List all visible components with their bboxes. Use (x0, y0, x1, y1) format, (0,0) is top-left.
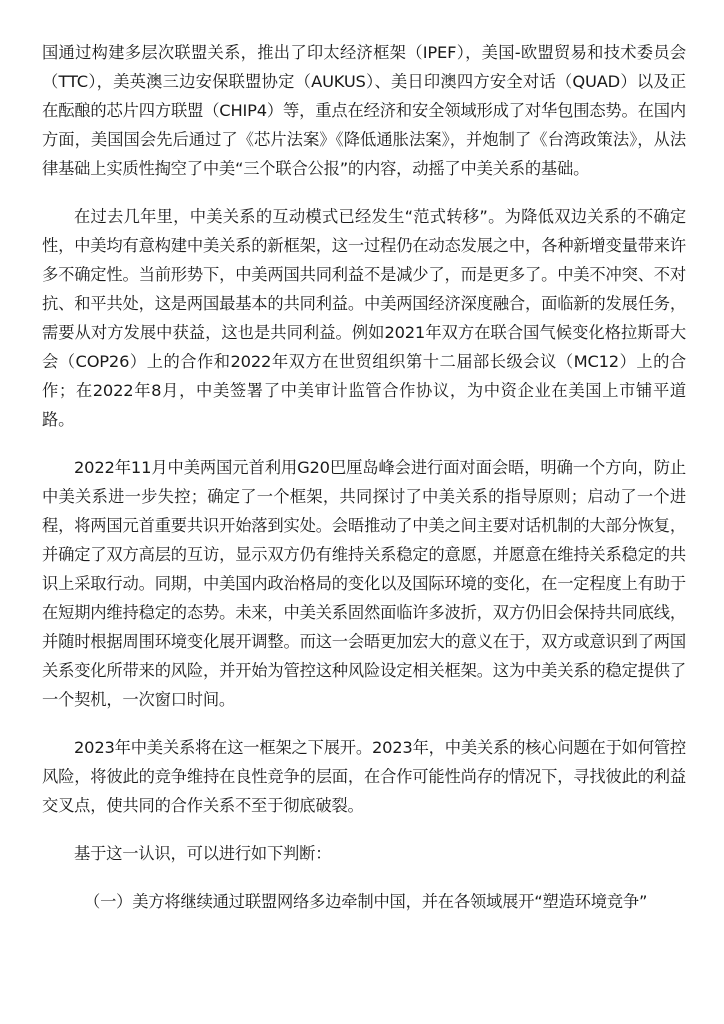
paragraph-5: 基于这一认识，可以进行如下判断： (74, 844, 332, 863)
document-page (42, 38, 686, 916)
paragraph-2: 在过去几年里，中美关系的互动模式已经发生“范式转移”。为降低双边关系的不确定性，中美均有意构建中美关系的新框架，这一过程仍在动态发展之中，各种新增变量带来许多不确定性。当前形势下，中美两国共同利益不是减少了，而是更多了。中美不冲突、不对抗、和平共处，这是两国最基本的共同利益。中美两国经济深度融合，面临新的发展任务，需要从对方发展中获益，这也是共同利益。例如2021年双方在联合国气候变化格拉斯哥大会（COP26）上的合作和2022年双方在世贸组织第十二届部长级会议（MC12）上的合作；在2022年8月，中美签署了中美审计监管合作协议，为中资企业在美国上市铺平道路。 (42, 207, 686, 429)
section-subheading: （一）美方将继续通过联盟网络多边牵制中国，并在各领域展开“塑造环境竞争” (84, 892, 648, 911)
paragraph-4: 2023年中美关系将在这一框架之下展开。2023年，中美关系的核心问题在于如何管控风险，将彼此的竞争维持在良性竞争的层面，在合作可能性尚存的情况下，寻找彼此的利益交叉点，使共同的合作关系不至于彻底破裂。 (42, 738, 686, 815)
paragraph-1: 国通过构建多层次联盟关系，推出了印太经济框架（IPEF），美国-欧盟贸易和技术委员会（TTC），美英澳三边安保联盟协定（AUKUS）、美日印澳四方安全对话（QUAD）以及正在酝酿的芯片四方联盟（CHIP4）等，重点在经济和安全领域形成了对华包围态势。在国内方面，美国国会先后通过了《芯片法案》《降低通胀法案》，并炮制了《台湾政策法》，从法律基础上实质性掏空了中美“三个联合公报”的内容，动摇了中美关系的基础。 (42, 43, 686, 178)
paragraph-3: 2022年11月中美两国元首利用G20巴厘岛峰会进行面对面会晤，明确一个方向，防止中美关系进一步失控；确定了一个框架，共同探讨了中美关系的指导原则；启动了一个进程，将两国元首重要共识开始落到实处。会晤推动了中美之间主要对话机制的大部分恢复，并确定了双方高层的互访，显示双方仍有维持关系稳定的意愿，并愿意在维持关系稳定的共识上采取行动。同期，中美国内政治格局的变化以及国际环境的变化，在一定程度上有助于在短期内维持稳定的态势。未来，中美关系固然面临许多波折，双方仍旧会保持共同底线，并随时根据周围环境变化展开调整。而这一会晤更加宏大的意义在于，双方或意识到了两国关系变化所带来的风险，并开始为管控这种风险设定相关框架。这为中美关系的稳定提供了一个契机，一次窗口时间。 (42, 458, 686, 709)
